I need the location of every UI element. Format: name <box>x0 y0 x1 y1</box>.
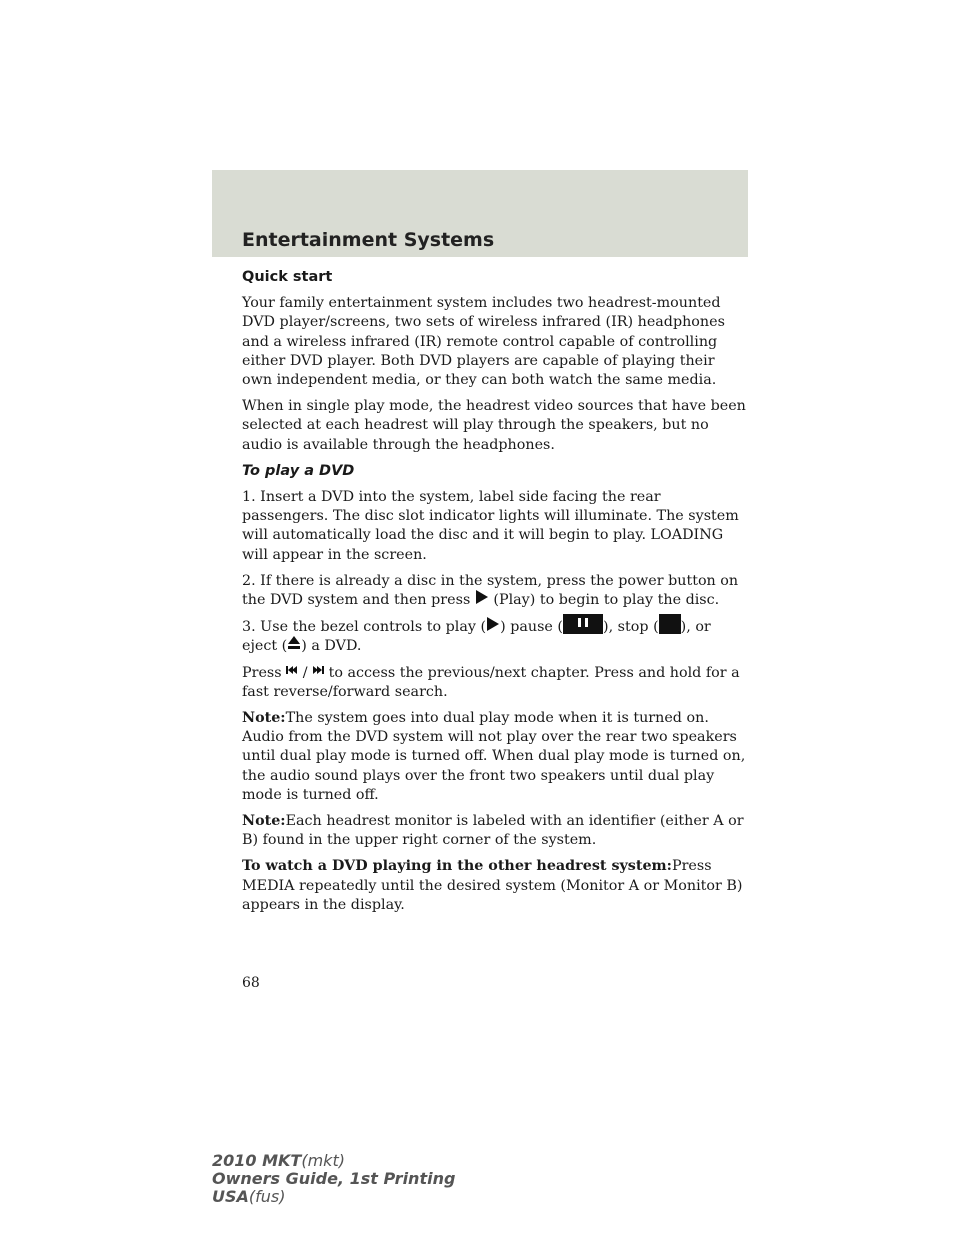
chapter-separator: / <box>302 664 308 681</box>
intro-paragraph: Your family entertainment system includes two headrest-mounted DVD player/screens, two sets of wireless infrared (IR) headphones and a wireless infrared (IR) remote control capable of controlling either DVD player. Both DVD players are capable of playing their own independent media, or they can both watch the same media. <box>242 295 725 389</box>
play-icon <box>475 589 489 605</box>
model-code: (mkt) <box>301 1151 345 1170</box>
step-2-text-a: 2. If there is already a disc in the system, press the power button on the DVD system and then press <box>242 572 739 609</box>
chapter-navigation-text: to access the previous/next chapter. Press and hold for a fast reverse/forward search. <box>242 664 740 700</box>
pause-icon <box>563 614 603 634</box>
next-chapter-icon <box>312 665 324 675</box>
note-text: The system goes into dual play mode when it is turned on. Audio from the DVD system will not play over the rear two speakers until dual play mode is turned off. When dual play mode is turned on, the audio sound plays over the front two speakers until dual play mode is turned off. <box>242 710 746 803</box>
chapter-navigation <box>242 664 748 702</box>
stop-icon <box>659 614 681 634</box>
note-dual-play <box>242 709 748 805</box>
note-text: Each headrest monitor is labeled with an identifier (either A or B) found in the upper right corner of the system. <box>242 813 744 849</box>
note-identifier <box>242 812 748 850</box>
step-3-text-a: 3. Use the bezel controls to play ( <box>242 619 487 636</box>
model-text: 2010 MKT <box>212 1151 302 1170</box>
play-icon <box>486 616 500 632</box>
previous-chapter-icon <box>286 665 298 675</box>
section-title: Quick start <box>242 269 333 285</box>
page-number: 68 <box>242 975 260 991</box>
single-play-paragraph: When in single play mode, the headrest video sources that have been selected at each headrest will play through the speakers, but no audio is available through the headphones. <box>242 398 746 453</box>
press-text: Press <box>242 664 282 681</box>
step-3-text-e: ) a DVD. <box>301 638 362 655</box>
watch-label: To watch a DVD playing in the other headrest system: <box>242 858 672 875</box>
note-label: Note: <box>242 710 286 727</box>
footer-line-3 <box>212 1188 455 1206</box>
step-3 <box>242 617 748 656</box>
watch-text: Press MEDIA repeatedly until the desired system (Monitor A or Monitor B) appears in the display. <box>242 858 743 913</box>
step-1: 1. Insert a DVD into the system, label side facing the rear passengers. The disc slot indicator lights will illuminate. The system will automatically load the disc and it will begin to play. LOADING will appear in the screen. <box>242 489 739 563</box>
note-label: Note: <box>242 813 286 830</box>
page-header-title: Entertainment Systems <box>242 229 495 251</box>
market-text: USA <box>212 1187 249 1206</box>
step-3-text-c: ), stop ( <box>603 619 659 636</box>
document-footer <box>212 1152 455 1206</box>
section-header-band <box>212 170 748 257</box>
market-code: (fus) <box>248 1187 286 1206</box>
page-content <box>242 268 748 922</box>
subsection-title: To play a DVD <box>242 462 355 479</box>
footer-line-2: Owners Guide, 1st Printing <box>212 1169 456 1188</box>
step-2 <box>242 572 748 610</box>
watch-other-system <box>242 857 748 915</box>
step-2-text-b: (Play) to begin to play the disc. <box>493 592 720 609</box>
step-3-text-b: ) pause ( <box>500 619 564 636</box>
eject-icon <box>287 635 301 651</box>
footer-line-1 <box>212 1152 455 1170</box>
step-3-text-d: ), or eject ( <box>242 619 711 655</box>
